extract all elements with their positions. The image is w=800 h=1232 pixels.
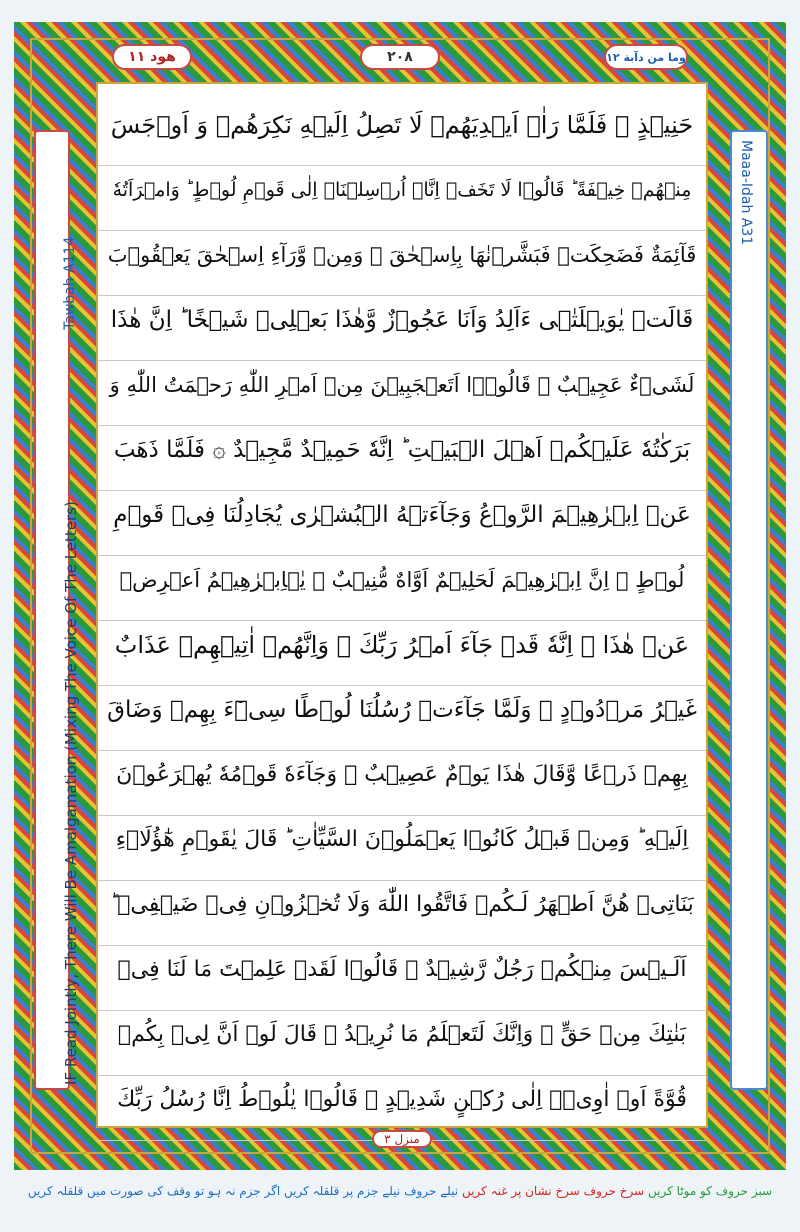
- line-text: حَنِيۡذٍ ۞ فَلَمَّا رَاٰۤ اَيۡدِيَهُمۡ لَا تَصِلُ اِلَيۡهِ نَكِرَهُمۡ وَ اَوۡجَسَ: [110, 110, 694, 139]
- line-text: مِنۡهُمۡ خِيۡفَةً ؕ قَالُوۡا لَا تَخَفۡ اِنَّاۤ اُرۡسِلۡنَاۤ اِلٰى قَوۡمِ لُوۡطٍ ؕ وَامۡرَاَتُهٗ: [112, 178, 692, 201]
- line-text: اَلَـيۡسَ مِنۡكُمۡ رَجُلٌ رَّشِيۡدٌ ۞ قَالُوۡا لَقَدۡ عَلِمۡتَ مَا لَنَا فِىۡ: [117, 957, 687, 982]
- right-top-note: Maaa-Idah A31: [738, 140, 754, 246]
- line-text: قَآئِمَةٌ فَضَحِكَتۡ فَبَشَّرۡنٰهَا بِاِسۡحٰقَ ۙ وَمِنۡ وَّرَآءِ اِسۡحٰقَ يَعۡقُوۡبَ: [107, 242, 697, 267]
- line-text: عَنۡ هٰذَا ۚ اِنَّهٗ قَدۡ جَآءَ اَمۡرُ رَبِّكَ ۚ وَاِنَّهُمۡ اٰتِيۡهِمۡ عَذَابٌ: [114, 630, 690, 659]
- manzil-badge: منزل ٣: [372, 1130, 432, 1148]
- legend-part-1: سبز حروف کو موٹا کریں: [648, 1184, 773, 1198]
- tajweed-legend: [20, 1176, 780, 1206]
- line-text: اِلَيۡهِ ؕ وَمِنۡ قَبۡلُ كَانُوۡا يَعۡمَلُوۡنَ السَّيِّاٰتِ ؕ قَالَ يٰقَوۡمِ هٰٓؤُلَاۤءِ: [115, 827, 689, 852]
- manzil-footer: [96, 1128, 708, 1150]
- legend-part-3: نیلے حروف: [404, 1184, 459, 1198]
- line-text: لُوۡطٍ ۞ اِنَّ اِبۡرٰهِيۡمَ لَحَلِيۡمٌ اَوَّاهٌ مُّنِيۡبٌ ۞ يٰۤاِبۡرٰهِيۡمُ اَعۡرِضۡ: [119, 567, 685, 592]
- line-text: بَنٰتِكَ مِنۡ حَقٍّ ۚ وَاِنَّكَ لَتَعۡلَمُ مَا نُرِيۡدُ ۞ قَالَ لَوۡ اَنَّ لِىۡ بِكُمۡ: [117, 1022, 687, 1047]
- line-text: بَنَاتِىۡ هُنَّ اَطۡهَرُ لَـكُمۡ فَاتَّقُوا اللّٰهَ وَلَا تُخۡزُوۡنِ فِىۡ ضَيۡفِىۡ ؕ: [110, 892, 694, 917]
- juz-label: وما من دآبة ١٢: [606, 50, 686, 64]
- surah-name: هود ١١: [128, 49, 176, 65]
- legend-part-4: نیلے جزم پر قلقلہ کریں اگر جزم نہ ہو تو وقف کی صورت میں قلقلہ کریں: [27, 1184, 401, 1198]
- quran-text-panel: [96, 82, 708, 1128]
- left-main-note: IF Read Jointly, There Will Be Amalgamation (Mixing The Voice Of The Letters): [62, 501, 80, 1085]
- legend-part-2: سرخ حروف سرخ نشان پر غنہ کریں: [461, 1184, 645, 1198]
- surah-name-badge: [112, 44, 192, 70]
- line-text: بِهِمۡ ذَرۡعًا وَّقَالَ هٰذَا يَوۡمٌ عَصِيۡبٌ ۞ وَجَآءَهٗ قَوۡمُهٗ يُهۡرَعُوۡنَ: [116, 762, 688, 787]
- line-text: قُوَّةً اَوۡ اٰوِىۡۤ اِلٰى رُكۡنٍ شَدِيۡدٍ ۞ قَالُوۡا يٰلُوۡطُ اِنَّا رُسُلُ رَبِّكَ: [117, 1087, 687, 1112]
- line-text: قَالَتۡ يٰوَيۡلَتٰۤى ءَاَلِدُ وَاَنَا عَجُوۡزٌ وَّهٰذَا بَعۡلِىۡ شَيۡخًا ؕ اِنَّ هٰذَا: [110, 306, 694, 333]
- page-number: ٢٠٨: [387, 49, 413, 65]
- line-text: عَنۡ اِبۡرٰهِيۡمَ الرَّوۡعُ وَجَآءَتۡهُ الۡبُشۡرٰى يُجَادِلُنَا فِىۡ قَوۡمِ: [113, 501, 691, 528]
- line-text: غَيۡرُ مَرۡدُوۡدٍ ۞ وَلَمَّا جَآءَتۡ رُسُلُنَا لُوۡطًا سِىۡٓءَ بِهِمۡ وَضَاقَ: [107, 696, 697, 723]
- page-number-badge: [360, 44, 440, 70]
- line-text: بَرَكٰتُهٗ عَلَيۡكُمۡ اَهۡلَ الۡبَيۡتِ ؕ اِنَّهٗ حَمِيۡدٌ مَّجِيۡدٌ ۞ فَلَمَّا ذَهَبَ: [113, 436, 691, 463]
- line-text: لَشَىۡءٌ عَجِيۡبٌ ۞ قَالُوۡۤا اَتَعۡجَبِيۡنَ مِنۡ اَمۡرِ اللّٰهِ رَحۡمَتُ اللّٰهِ وَ: [109, 372, 695, 397]
- juz-badge: [604, 44, 688, 70]
- left-top-note: Tawbah A114: [62, 236, 78, 330]
